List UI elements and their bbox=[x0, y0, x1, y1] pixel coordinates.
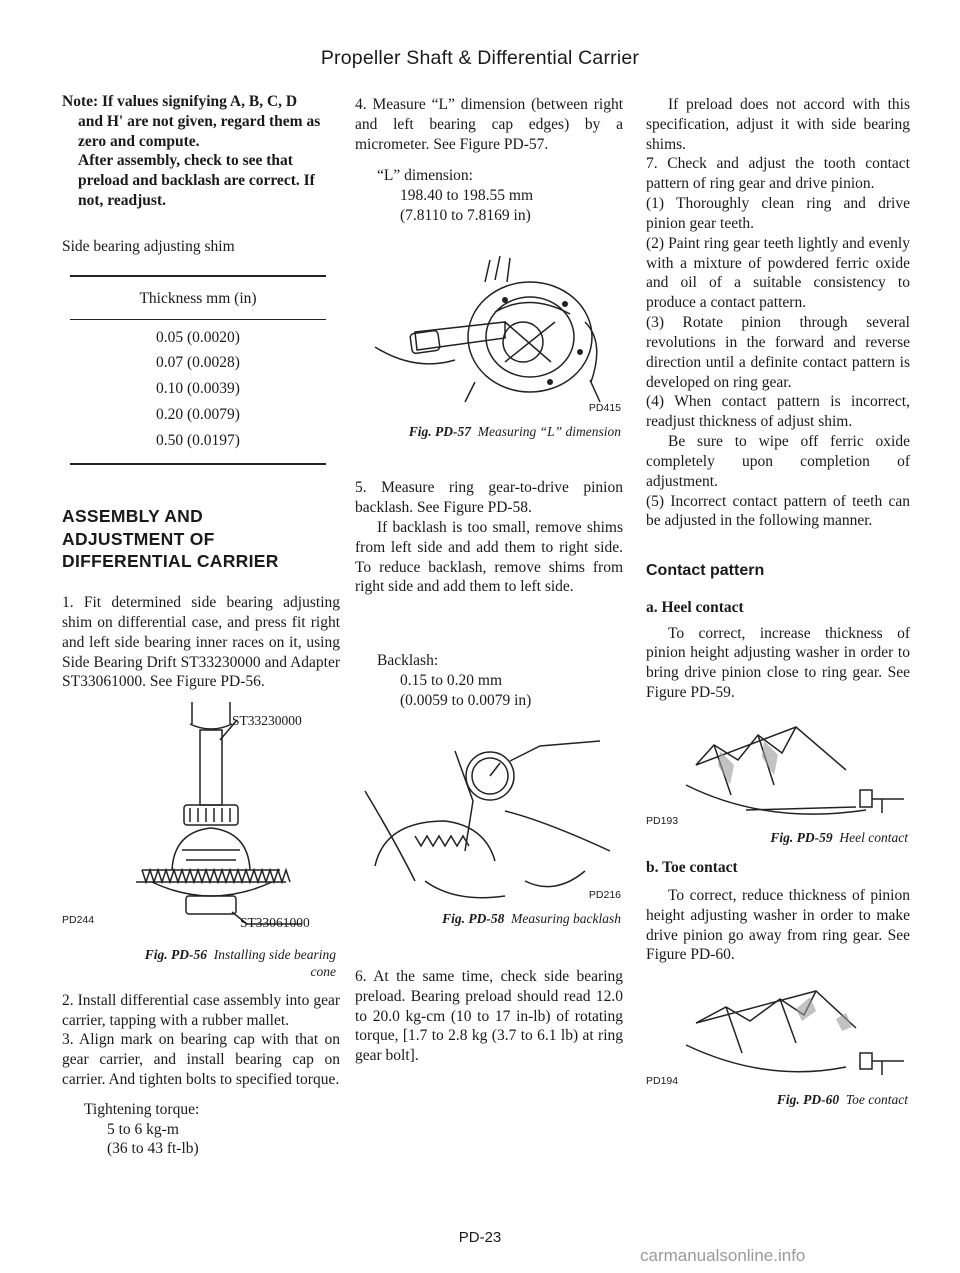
l-dimension-value-imperial: (7.8110 to 7.8169 in) bbox=[400, 207, 531, 225]
shim-row: 0.10 (0.0039) bbox=[156, 380, 240, 398]
caption-number: Fig. PD-59 bbox=[770, 829, 833, 845]
step-1: 1. Fit determined side bearing adjusting shim on differential case, and press fit right and left side bearing inner races on it, using Side Bearing Drift ST33230000 and Adapter ST33061000. See Figure PD-56. bbox=[62, 594, 340, 691]
backlash-value: 0.15 to 0.20 mm bbox=[400, 672, 503, 690]
figure-code: PD244 bbox=[62, 914, 95, 927]
caption-text: Measuring “L” dimension bbox=[477, 423, 621, 439]
figure-caption bbox=[62, 946, 340, 981]
figure-pd56 bbox=[62, 700, 340, 940]
substep-1: (1) Thoroughly clean ring and drive pinion gear teeth. bbox=[646, 195, 910, 232]
page-header: Propeller Shaft & Differential Carrier bbox=[320, 47, 640, 69]
section-title-line: ADJUSTMENT OF bbox=[62, 528, 215, 549]
caption-text: Toe contact bbox=[845, 1092, 908, 1108]
backlash-label: Backlash: bbox=[377, 652, 439, 670]
substep-5: (5) Incorrect contact pattern of teeth can be adjusted in the following manner. bbox=[646, 492, 910, 530]
figure-pd58 bbox=[355, 731, 623, 906]
caption-text: Measuring backlash bbox=[511, 910, 621, 926]
substep-3: (3) Rotate pinion through several revolutions in the forward and reverse direction until a definite contact pattern is developed on ring gear. bbox=[646, 314, 910, 391]
torque-label: Tightening torque: bbox=[84, 1100, 200, 1118]
figure-code: PD193 bbox=[646, 814, 679, 827]
caption-number: Fig. PD-60 bbox=[776, 1092, 840, 1108]
step-5-detail: If backlash is too small, remove shims from left side and add them to right side. To reduce backlash, remove shims from right side and add them to left side. bbox=[355, 518, 623, 596]
shim-label: Side bearing adjusting shim bbox=[62, 237, 235, 255]
heel-contact-title: a. Heel contact bbox=[646, 598, 744, 616]
backlash-value-imperial: (0.0059 to 0.0079 in) bbox=[400, 691, 532, 709]
dial-indicator-illustration bbox=[355, 731, 623, 906]
substep-2: (2) Paint ring gear teeth lightly and evenly with a mixture of powdered ferric oxide and oil of a suitable consistency to produce a contact pattern. bbox=[646, 234, 910, 312]
step-2: 2. Install differential case assembly into gear carrier, tapping with a rubber mallet. bbox=[62, 991, 340, 1029]
column-middle bbox=[355, 95, 623, 1066]
toe-contact-title: b. Toe contact bbox=[646, 859, 738, 877]
watermark: carmanualsonline.info bbox=[640, 1246, 806, 1265]
micrometer-illustration bbox=[355, 252, 623, 417]
column-left bbox=[62, 92, 340, 1159]
contact-pattern-title: Contact pattern bbox=[646, 562, 765, 580]
l-dimension-label: “L” dimension: bbox=[377, 167, 473, 185]
section-title-line: DIFFERENTIAL CARRIER bbox=[62, 551, 279, 572]
page-number: PD-23 bbox=[458, 1229, 502, 1246]
note-line: Note: If values signifying A, B, C, D bbox=[62, 93, 298, 110]
figure-caption bbox=[355, 910, 623, 927]
torque-value: 5 to 6 kg-m bbox=[107, 1120, 179, 1138]
torque-value-imperial: (36 to 43 ft-lb) bbox=[107, 1140, 199, 1158]
step-4: 4. Measure “L” dimension (between right and left bearing cap edges) by a micrometer. See Figure PD-57. bbox=[355, 96, 623, 153]
note-line: After assembly, check to see that bbox=[78, 152, 293, 170]
figure-code: PD216 bbox=[588, 888, 621, 901]
heel-contact-text: To correct, increase thickness of pinion height adjusting washer in order to bring drive pinion close to ring gear. See Figure PD-59. bbox=[646, 624, 910, 701]
figure-pd60 bbox=[646, 983, 910, 1093]
step-5: 5. Measure ring gear-to-drive pinion backlash. See Figure PD-58. bbox=[355, 479, 623, 517]
step-7: 7. Check and adjust the tooth contact pattern of ring gear and drive pinion. bbox=[646, 155, 910, 193]
figure-pd57 bbox=[355, 252, 623, 417]
step-6: 6. At the same time, check side bearing preload. Bearing preload should read 12.0 to 20.0 kg-cm (10 to 17 in-lb) of rotating torque, [1.7 to 2.8 kg (3.7 to 6.1 lb) at ring gear bolt]. bbox=[355, 967, 623, 1065]
figure-caption bbox=[355, 423, 623, 440]
part-label-top: ST33230000 bbox=[232, 713, 302, 729]
column-right bbox=[646, 95, 910, 1109]
note-line: and H' are not given, regard them as bbox=[78, 112, 321, 130]
toe-contact-text: To correct, reduce thickness of pinion height adjusting washer in order to make drive pinion go away from ring gear. See Figure PD-60. bbox=[646, 886, 910, 964]
figure-pd59 bbox=[646, 715, 910, 835]
figure-code: PD415 bbox=[588, 401, 621, 414]
shim-row: 0.07 (0.0028) bbox=[156, 354, 240, 372]
heel-contact-illustration bbox=[646, 715, 910, 835]
shim-table-header: Thickness mm (in) bbox=[70, 276, 326, 319]
figure-code: PD194 bbox=[646, 1075, 679, 1088]
substep-4: (4) When contact pattern is incorrect, readjust thickness of adjust shim. bbox=[646, 393, 910, 431]
substep-4-note: Be sure to wipe off ferric oxide completely upon completion of adjustment. bbox=[646, 433, 910, 490]
part-label-bottom: ST33061000 bbox=[240, 915, 310, 931]
note-line: zero and compute. bbox=[78, 132, 200, 150]
section-title bbox=[62, 505, 340, 573]
shim-table bbox=[70, 275, 326, 465]
section-title-line: ASSEMBLY AND bbox=[62, 505, 204, 526]
caption-number: Fig. PD-56 bbox=[144, 947, 207, 963]
caption-number: Fig. PD-57 bbox=[408, 423, 471, 439]
l-dimension-value: 198.40 to 198.55 mm bbox=[400, 187, 534, 205]
side-bearing-drift-illustration bbox=[62, 700, 340, 940]
shim-row: 0.05 (0.0020) bbox=[156, 328, 240, 346]
caption-text: Heel contact bbox=[839, 829, 908, 845]
caption-text: cone bbox=[310, 964, 336, 980]
assembly-note bbox=[62, 92, 340, 211]
shim-row: 0.20 (0.0079) bbox=[156, 406, 240, 424]
note-line: not, readjust. bbox=[78, 192, 166, 210]
caption-text: Installing side bearing bbox=[213, 947, 336, 963]
note-line: preload and backlash are correct. If bbox=[78, 172, 315, 190]
toe-contact-illustration bbox=[646, 983, 910, 1093]
preload-intro: If preload does not accord with this specification, adjust it with side bearing shims. bbox=[646, 96, 910, 153]
caption-number: Fig. PD-58 bbox=[442, 910, 505, 926]
figure-caption bbox=[646, 1091, 910, 1108]
step-3: 3. Align mark on bearing cap with that on gear carrier, and install bearing cap on carrier. And tighten bolts to specified torque. bbox=[62, 1031, 340, 1088]
shim-row: 0.50 (0.0197) bbox=[70, 428, 326, 464]
